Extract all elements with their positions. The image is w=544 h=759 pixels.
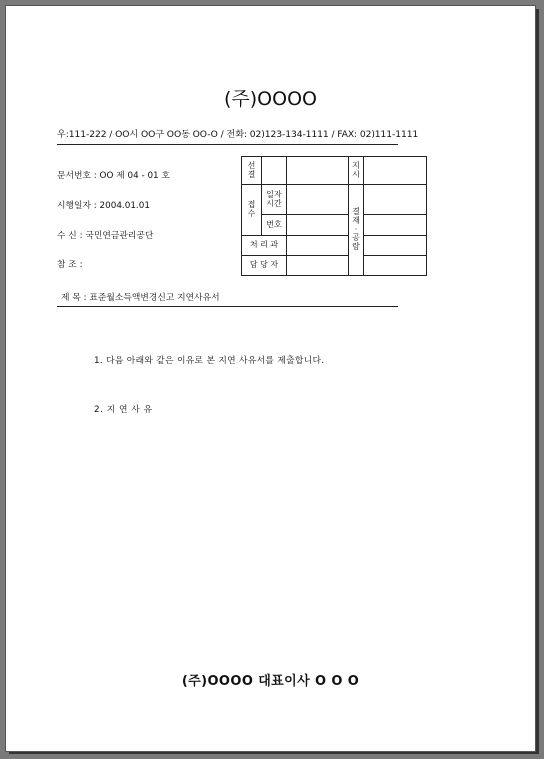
doc-number: 문서번호 : OO 제 04 - 01 호 — [57, 171, 170, 181]
damdangja-value-cell — [287, 256, 349, 276]
ilja-value-cell — [287, 185, 349, 215]
gyeoljae-value-2 — [364, 215, 427, 236]
cheorigwa-label-cell: 처 리 과 — [242, 236, 287, 256]
recipient: 수 신 : 국민연금관리공단 — [57, 231, 154, 241]
seon-cell: 선 결 — [242, 157, 262, 185]
jisi-cell: 지 시 — [349, 157, 364, 185]
gyeoljae-cell: 결 재 · 공 람 — [349, 185, 364, 276]
approval-table — [241, 156, 427, 276]
ilja-label-cell: 일자 시간 — [262, 185, 287, 215]
jisi-value-cell — [364, 157, 427, 185]
reference: 참 조 : — [57, 260, 83, 270]
subject-line: 제 목 : 표준월소득액변경신고 지연사유서 — [61, 293, 220, 303]
cheorigwa-value-cell — [287, 236, 349, 256]
body-line-1: 1. 다음 아래와 같은 이유로 본 지연 사유서를 제출합니다. — [94, 356, 325, 366]
address-line: 우:111-222 / OO시 OO구 OO동 OO-O / 전화: 02)123-134-1111 / FAX: 02)111-1111 — [57, 129, 419, 140]
gyeoljae-value-3 — [364, 236, 427, 256]
seon-value-cell — [262, 157, 287, 185]
document-title: (주)OOOO — [224, 88, 317, 110]
beonho-value-cell — [287, 215, 349, 236]
blank-cell-top — [287, 157, 349, 185]
signature-line: (주)OOOO 대표이사 O O O — [181, 674, 360, 689]
gyeoljae-value-4 — [364, 256, 427, 276]
document-page — [5, 5, 536, 752]
damdangja-label-cell: 담 당 자 — [242, 256, 287, 276]
jeopsu-cell: 접 수 — [242, 185, 262, 236]
issue-date: 시행일자 : 2004.01.01 — [57, 201, 150, 211]
gyeoljae-value-1 — [364, 185, 427, 215]
beonho-label-cell: 번호 — [262, 215, 287, 236]
subject-underline — [57, 306, 398, 307]
body-line-2: 2. 지 연 사 유 — [94, 405, 153, 415]
address-underline — [57, 144, 398, 145]
